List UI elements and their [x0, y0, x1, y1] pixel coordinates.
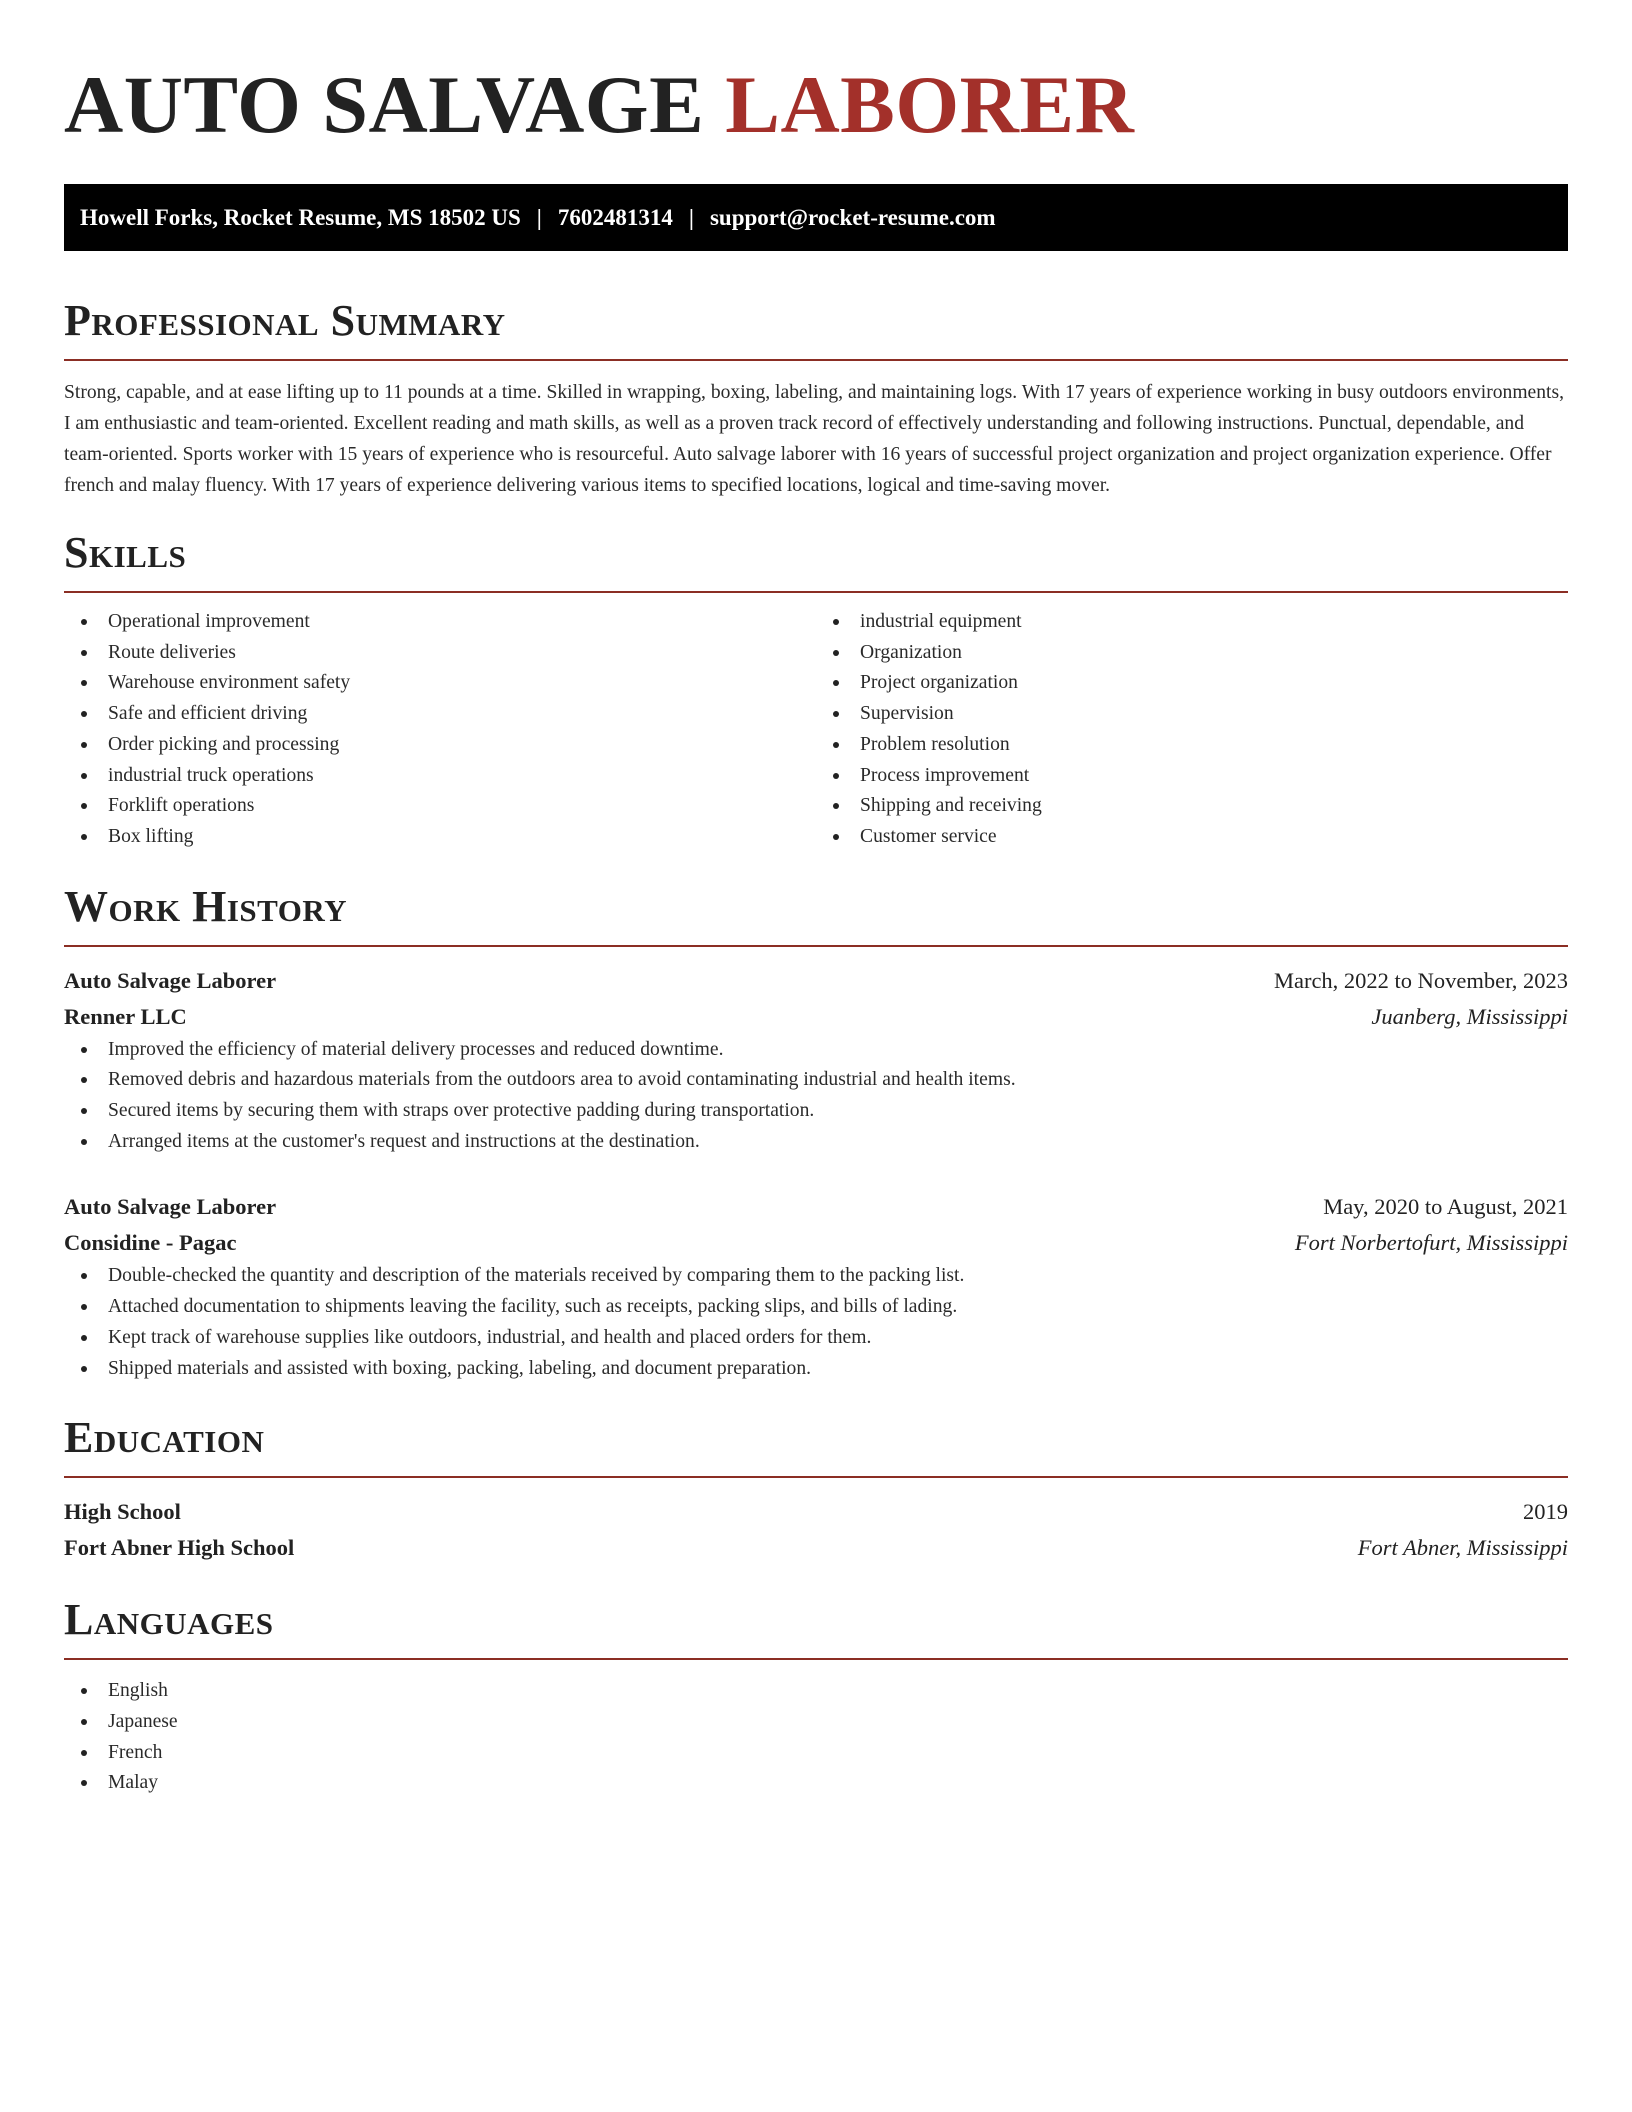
job-bullet: Attached documentation to shipments leaving the facility, such as receipts, packing slips, and bills of lading.	[64, 1292, 1568, 1323]
education-location: Fort Abner, Mississippi	[1357, 1535, 1568, 1561]
title-main: AUTO SALVAGE	[64, 59, 726, 150]
job-dates: May, 2020 to August, 2021	[1323, 1194, 1568, 1220]
skill-item: Supervision	[816, 699, 1568, 730]
contact-bar	[64, 184, 1568, 251]
skill-item: Safe and efficient driving	[64, 699, 816, 730]
education-entry	[64, 1494, 1568, 1566]
resume-title	[64, 56, 1568, 154]
language-item: French	[64, 1738, 1568, 1769]
education-section	[64, 1412, 1568, 1566]
skill-item: Operational improvement	[64, 607, 816, 638]
education-year: 2019	[1523, 1499, 1568, 1525]
summary-heading: Professional Summary	[64, 296, 506, 345]
skill-item: Warehouse environment safety	[64, 668, 816, 699]
job-company-row	[64, 999, 1568, 1035]
job-location: Fort Norbertofurt, Mississippi	[1294, 1230, 1568, 1256]
skill-item: Order picking and processing	[64, 730, 816, 761]
section-divider	[64, 1476, 1568, 1478]
job-company: Renner LLC	[64, 1003, 187, 1029]
contact-address: Howell Forks, Rocket Resume, MS 18502 US	[80, 204, 521, 230]
language-item: Japanese	[64, 1707, 1568, 1738]
job-bullet: Improved the efficiency of material delivery processes and reduced downtime.	[64, 1035, 1568, 1066]
skill-item: Project organization	[816, 668, 1568, 699]
job-bullet: Kept track of warehouse supplies like outdoors, industrial, and health and placed orders for them.	[64, 1323, 1568, 1354]
section-divider	[64, 591, 1568, 593]
summary-text: Strong, capable, and at ease lifting up to 11 pounds at a time. Skilled in wrapping, boxing, labeling, and maintaining logs. With 17 years of experience working in busy outdoors environments, I am enthusiastic and team-oriented. Excellent reading and math skills, as well as a proven track record of effectively understanding and following instructions. Punctual, dependable, and team-oriented. Sports worker with 15 years of experience who is resourceful. Auto salvage laborer with 16 years of successful project organization and project organization experience. Offer french and malay fluency. With 17 years of experience delivering various items to specified locations, logical and time-saving mover.	[64, 382, 1565, 496]
skill-item: Customer service	[816, 822, 1568, 853]
education-school-row	[64, 1530, 1568, 1566]
job-company: Considine - Pagac	[64, 1230, 237, 1256]
job-bullet: Secured items by securing them with straps over protective padding during transportation.	[64, 1096, 1568, 1127]
summary-section	[64, 295, 1568, 501]
job-bullet: Shipped materials and assisted with boxing, packing, labeling, and document preparation.	[64, 1354, 1568, 1385]
skill-item: Organization	[816, 638, 1568, 669]
skill-item: Problem resolution	[816, 730, 1568, 761]
job-bullet-list	[64, 1035, 1568, 1158]
education-header-row	[64, 1494, 1568, 1530]
section-divider	[64, 945, 1568, 947]
skills-section	[64, 527, 1568, 853]
skill-item: industrial equipment	[816, 607, 1568, 638]
contact-separator: |	[688, 204, 694, 230]
job-bullet: Removed debris and hazardous materials from the outdoors area to avoid contaminating industrial and health items.	[64, 1065, 1568, 1096]
skill-item: industrial truck operations	[64, 761, 816, 792]
skill-item: Shipping and receiving	[816, 791, 1568, 822]
title-accent: LABORER	[725, 59, 1135, 150]
job-bullet-list	[64, 1261, 1568, 1384]
job-header-row	[64, 1189, 1568, 1225]
languages-section	[64, 1594, 1568, 1799]
contact-email: support@rocket-resume.com	[709, 204, 996, 230]
skill-item: Process improvement	[816, 761, 1568, 792]
job-bullet: Arranged items at the customer's request and instructions at the destination.	[64, 1127, 1568, 1158]
skill-item: Route deliveries	[64, 638, 816, 669]
education-degree: High School	[64, 1499, 181, 1525]
language-item: Malay	[64, 1768, 1568, 1799]
skills-column-right	[816, 607, 1568, 853]
section-divider	[64, 359, 1568, 361]
job-company-row	[64, 1225, 1568, 1261]
work-history-heading: Work History	[64, 881, 348, 931]
job-bullet: Double-checked the quantity and description of the materials received by comparing them to the packing list.	[64, 1261, 1568, 1292]
language-item: English	[64, 1676, 1568, 1707]
section-divider	[64, 1658, 1568, 1660]
contact-separator: |	[536, 204, 542, 230]
job-entry	[64, 1189, 1568, 1384]
languages-heading: Languages	[64, 1595, 274, 1645]
contact-phone: 7602481314	[557, 204, 673, 230]
skills-list-right	[816, 607, 1568, 853]
skills-grid	[64, 607, 1568, 853]
job-header-row	[64, 963, 1568, 999]
skills-column-left	[64, 607, 816, 853]
job-title: Auto Salvage Laborer	[64, 967, 277, 993]
job-entry	[64, 963, 1568, 1158]
education-school: Fort Abner High School	[64, 1535, 295, 1561]
job-title: Auto Salvage Laborer	[64, 1194, 277, 1220]
work-history-section	[64, 881, 1568, 1385]
skills-list-left	[64, 607, 816, 853]
job-location: Juanberg, Mississippi	[1371, 1003, 1568, 1029]
education-heading: Education	[64, 1413, 265, 1463]
languages-list	[64, 1676, 1568, 1799]
skill-item: Box lifting	[64, 822, 816, 853]
skill-item: Forklift operations	[64, 791, 816, 822]
skills-heading: Skills	[64, 528, 187, 577]
job-dates: March, 2022 to November, 2023	[1273, 967, 1568, 993]
